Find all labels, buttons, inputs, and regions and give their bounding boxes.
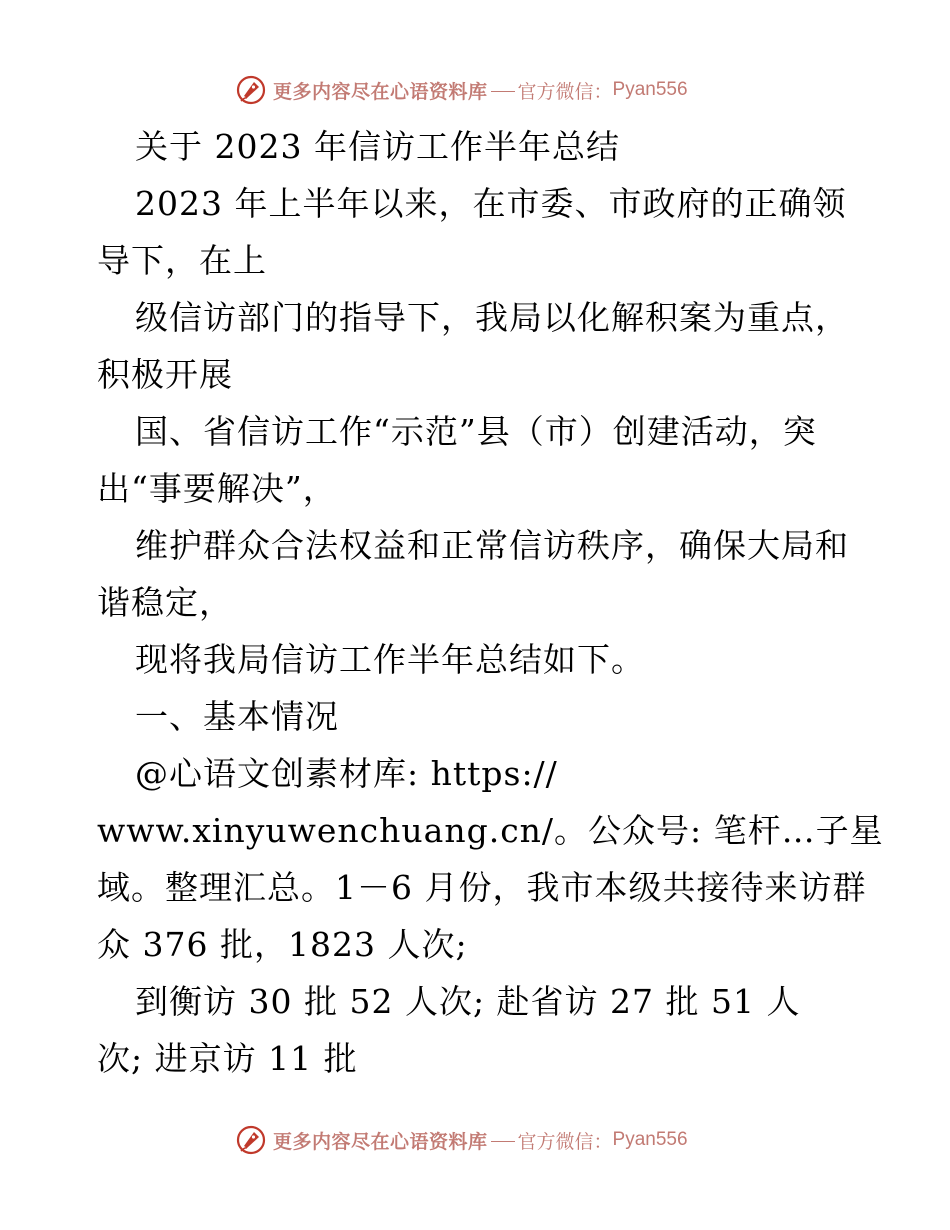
document-line: 谐稳定， — [97, 583, 233, 622]
document-line: 现将我局信访工作半年总结如下。 — [135, 640, 645, 679]
banner-dash — [491, 1141, 515, 1142]
document-line: 导下，在上 — [97, 241, 267, 280]
document-line: 众 376 批，1823 人次; — [97, 925, 468, 964]
document-line: @心语文创素材库: https:// — [135, 754, 558, 793]
document-line: 一、基本情况 — [135, 697, 339, 736]
banner-dash — [491, 91, 515, 92]
header-banner[interactable] — [235, 72, 688, 108]
document-line: 次; 进京访 11 批 — [97, 1039, 358, 1078]
document-line: 出“事要解决”， — [97, 469, 337, 508]
pen-nib-logo-icon — [235, 74, 267, 106]
document-line: 到衡访 30 批 52 人次; 赴省访 27 批 51 人 — [135, 982, 801, 1021]
document-line: 关于 2023 年信访工作半年总结 — [135, 127, 620, 166]
document-line: 国、省信访工作“示范”县（市）创建活动，突 — [135, 412, 817, 451]
pen-nib-logo-icon — [235, 1124, 267, 1156]
banner-wechat-label: 官方微信： — [517, 80, 613, 103]
document-line: 维护群众合法权益和正常信访秩序，确保大局和 — [135, 526, 849, 565]
document-line: www.xinyuwenchuang.cn/。公众号: 笔杆…子星 — [97, 811, 884, 850]
document-body — [97, 118, 884, 1087]
document-line: 级信访部门的指导下，我局以化解积案为重点， — [135, 298, 849, 337]
banner-title: 更多内容尽在心语资料库 — [273, 1130, 488, 1153]
banner-title: 更多内容尽在心语资料库 — [273, 80, 488, 103]
document-line: 积极开展 — [97, 355, 233, 394]
banner-wechat-id: Pyan556 — [612, 79, 688, 100]
document-line: 2023 年上半年以来，在市委、市政府的正确领 — [135, 184, 847, 223]
document-line: 域。整理汇总。1－6 月份，我市本级共接待来访群 — [97, 868, 867, 907]
footer-banner[interactable] — [235, 1122, 688, 1158]
banner-wechat-id: Pyan556 — [612, 1129, 688, 1150]
banner-wechat-label: 官方微信： — [517, 1130, 613, 1153]
